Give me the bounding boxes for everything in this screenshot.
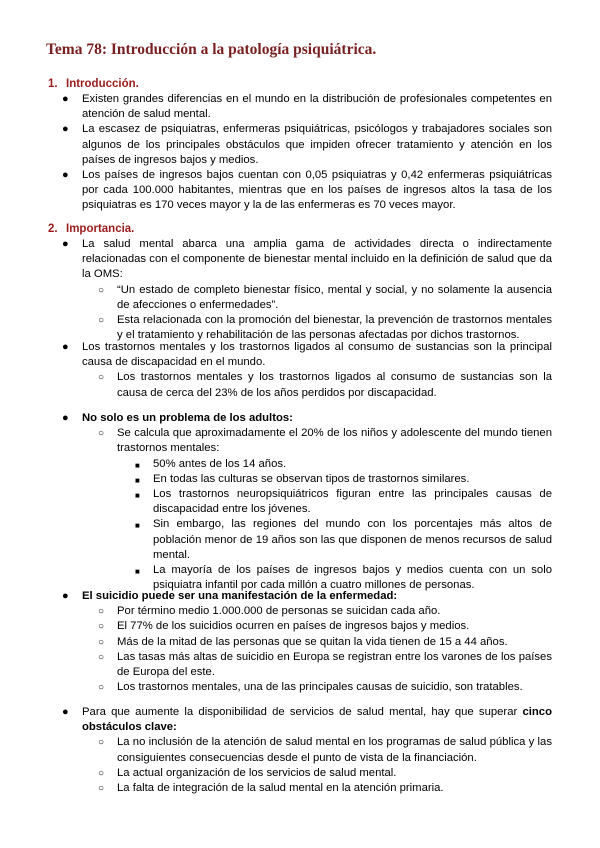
list-item: ● El suicidio puede ser una manifestación de la enfermedad: bbox=[82, 589, 552, 604]
list-item: ● Para que aumente la disponibilidad de servicios de salud mental, hay que superar cinco obstáculos clave: bbox=[62, 706, 552, 734]
section-2-heading bbox=[48, 222, 134, 237]
circle-bullet-icon: ○ bbox=[98, 651, 105, 663]
list-item: ● Los trastornos mentales y los trastornos ligados al consumo de sustancias son la principal causa de discapacidad en el mundo. bbox=[62, 341, 552, 369]
circle-bullet-icon: ○ bbox=[98, 682, 105, 694]
section-title: Introducción. bbox=[66, 78, 139, 90]
page-title: Tema 78: Introducción a la patología psiquiátrica. bbox=[46, 41, 377, 58]
circle-bullet-icon: ○ bbox=[98, 606, 105, 618]
circle-bullet-icon: ○ bbox=[98, 621, 105, 633]
sub-sub-list-item: ■ 50% antes de los 14 años. bbox=[153, 457, 552, 472]
list-item: ● La salud mental abarca una amplia gama de actividades directa o indirectamente relacionadas con el componente de bienestar mental incluido en la definición de salud que da la OMS: bbox=[62, 238, 552, 281]
circle-bullet-icon: ○ bbox=[98, 767, 105, 779]
sub-list-item: ○ Los trastornos mentales y los trastornos ligados al consumo de sustancias son la causa de cerca del 23% de los años perdidos por discapacidad. bbox=[98, 371, 552, 399]
sub-sub-list-item: ■ En todas las culturas se observan tipos de trastornos similares. bbox=[153, 472, 552, 487]
circle-bullet-icon: ○ bbox=[98, 636, 105, 648]
sub-list-item: ○ “Un estado de completo bienestar físico, mental y social, y no solamente la ausencia de afecciones o enfermedades”. bbox=[98, 283, 552, 311]
sub-list-item: ○ Esta relacionada con la promoción del bienestar, la prevención de trastornos mentales y el tratamiento y rehabilitación de las personas afectadas por dichos trastornos. bbox=[98, 314, 552, 342]
group-mental-health bbox=[0, 237, 600, 343]
circle-bullet-icon: ○ bbox=[98, 428, 105, 440]
sub-list-item: ○ Las tasas más altas de suicidio en Europa se registran entre los varones de los países de Europa del este. bbox=[98, 650, 552, 679]
circle-bullet-icon: ○ bbox=[98, 737, 105, 749]
section-number: 2. bbox=[48, 223, 58, 235]
bullet-icon: ● bbox=[62, 706, 69, 718]
list-item: ● Los países de ingresos bajos cuentan con 0,05 psiquiatras y 0,42 enfermeras psiquiátricas por cada 100.000 habitantes, mientras que en los países de ingresos altos la tasa de los psiquiatras es 170 veces mayor y la de las enfermeras es 70 veces mayor. bbox=[62, 169, 552, 212]
section-title: Importancia. bbox=[66, 223, 135, 235]
sub-sub-list-item: ■ Los trastornos neuropsiquiátricos figuran entre las principales causas de discapacidad entre los jóvenes. bbox=[135, 488, 552, 516]
sub-list-item: ○ Se calcula que aproximadamente el 20% de los niños y adolescente del mundo tienen trastornos mentales: bbox=[98, 427, 552, 455]
section-1-list bbox=[0, 92, 600, 214]
square-bullet-icon: ■ bbox=[135, 567, 140, 577]
bullet-icon: ● bbox=[62, 412, 69, 424]
list-item: ● La escasez de psiquiatras, enfermeras psiquiátricas, psicólogos y trabajadores sociales son algunos de los principales obstáculos que impiden ofrecer tratamiento y atención en los países de ingresos bajos y medios. bbox=[62, 123, 552, 166]
bullet-icon: ● bbox=[62, 341, 69, 353]
group-obstacles bbox=[0, 705, 600, 796]
circle-bullet-icon: ○ bbox=[98, 315, 105, 327]
sub-list-item: ○ Por término medio 1.000.000 de personas se suicidan cada año. bbox=[117, 604, 552, 619]
sub-list-item: ○ El 77% de los suicidios ocurren en países de ingresos bajos y medios. bbox=[117, 619, 552, 634]
emphasis: cinco obstáculos clave: bbox=[82, 706, 552, 734]
sub-list-item: ○ Los trastornos mentales, una de las principales causas de suicidio, son tratables. bbox=[117, 680, 552, 695]
group-suicide bbox=[0, 589, 600, 695]
bullet-icon: ● bbox=[62, 169, 69, 182]
sub-list-item: ○ La falta de integración de la salud mental en la atención primaria. bbox=[117, 781, 552, 796]
sub-list-item: ○ La actual organización de los servicios de salud mental. bbox=[117, 766, 552, 781]
square-bullet-icon: ■ bbox=[135, 475, 140, 485]
sub-sub-list-item: ■ La mayoría de los países de ingresos bajos y medios cuenta con un solo psiquiatra infantil por cada millón a cuatro millones de personas. bbox=[135, 564, 552, 592]
sub-sub-list-item: ■ Sin embargo, las regiones del mundo con los porcentajes más altos de población menor de 19 años son las que disponen de menos recursos de salud mental. bbox=[135, 518, 552, 561]
group-children bbox=[0, 411, 600, 593]
circle-bullet-icon: ○ bbox=[98, 372, 105, 384]
group-disability bbox=[0, 340, 600, 401]
bullet-icon: ● bbox=[62, 93, 69, 105]
sub-list-item: ○ La no inclusión de la atención de salud mental en los programas de salud pública y las consiguientes consecuencias desde el punto de vista de la financiación. bbox=[98, 736, 552, 764]
circle-bullet-icon: ○ bbox=[98, 284, 105, 296]
square-bullet-icon: ■ bbox=[135, 460, 140, 470]
sub-list-item: ○ Más de la mitad de las personas que se quitan la vida tienen de 15 a 44 años. bbox=[117, 635, 552, 650]
list-item: ● Existen grandes diferencias en el mundo en la distribución de profesionales competentes en atención de salud mental. bbox=[62, 93, 552, 121]
circle-bullet-icon: ○ bbox=[98, 783, 105, 795]
square-bullet-icon: ■ bbox=[135, 521, 140, 531]
square-bullet-icon: ■ bbox=[135, 491, 140, 501]
bullet-icon: ● bbox=[62, 590, 69, 602]
bullet-icon: ● bbox=[62, 238, 69, 250]
bullet-icon: ● bbox=[62, 123, 69, 136]
list-item: ● No solo es un problema de los adultos: bbox=[82, 411, 552, 426]
section-number: 1. bbox=[48, 78, 58, 90]
section-1-heading bbox=[48, 77, 139, 92]
